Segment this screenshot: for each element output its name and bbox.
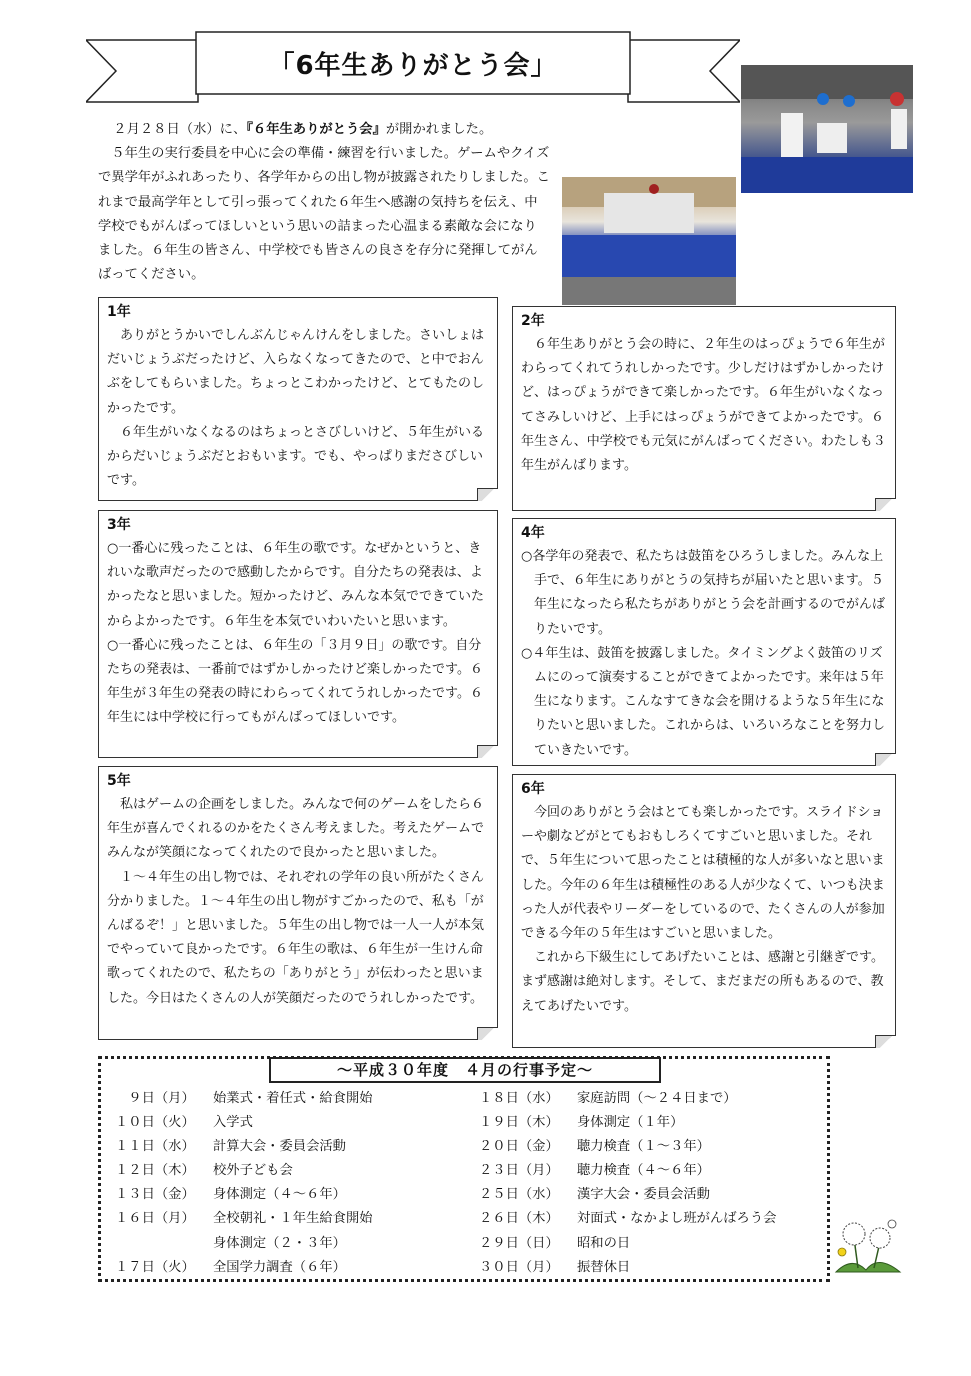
grade-text: 今回のありがとう会はとても楽しかったです。スライドショーや劇などがとてもおもしろくてすごいと思いました。それで、５年生について思ったことは積極的な人が多いなと思いました。今年の６年生は積極性のある人が少なくて、いつも決まった人が代表やリーダーをしているので、たくさんの人が参加できる今年の５年生はすごいと思いました。: [521, 805, 885, 942]
schedule-row: １１日（水） 計算大会・委員会活動: [115, 1139, 346, 1155]
grade-5-box: [98, 766, 498, 1040]
title-banner: [86, 30, 740, 106]
dandelion-illustration-icon: [832, 1216, 904, 1276]
grade-text: ○各学年の発表で、私たちは鼓笛をひろうしました。みんな上手で、６年生にありがとうの気持ちが届いたと思います。５年生になったら私たちがありがとう会を計画するのでがんばりたいです。: [521, 549, 886, 637]
photo-illustration: [562, 177, 736, 305]
schedule-row: １６日（月） 全校朝礼・１年生給食開始: [115, 1211, 373, 1227]
schedule-row: １０日（火） 入学式: [115, 1115, 253, 1131]
grade-text: 私はゲームの企画をしました。みんなで何のゲームをしたら６年生が喜んでくれるのかをたくさん考えました。考えたゲームでみんなが笑顔になってくれたので良かったと思いました。: [107, 797, 485, 861]
april-schedule: [98, 1056, 830, 1282]
schedule-row: ３０日（月） 振替休日: [479, 1259, 631, 1275]
schedule-column-right: [479, 1087, 819, 1280]
grade-text: これから下級生にしてあげたいことは、感謝と引継ぎです。まず感謝は絶対します。そして、まだまだの所もあるので、教えてあげたいです。: [521, 950, 884, 1014]
intro-text: [98, 118, 550, 287]
grade-heading: 5年: [107, 773, 131, 789]
grade-heading: 6年: [521, 781, 545, 797]
grade-text: ６年生がいなくなるのはちょっとさびしいけど、５年生がいるからだいじょうぶだとおもいます。でも、やっぱりまださびしいです。: [107, 424, 485, 489]
grade-text: ○一番心に残ったことは、６年生の「３月９日」の歌です。自分たちの発表は、一番前ではずかしかったけど楽しかったです。６年生が３年生の発表の時にわらってくれてうれしかったです。６年生には中学校に行ってもがんばってほしいです。: [107, 637, 483, 726]
schedule-row: １３日（金） 身体測定（４～６年）: [115, 1187, 346, 1203]
grade-heading: 3年: [107, 517, 131, 533]
event-photo-stage: [562, 177, 736, 305]
event-photo-gym: [741, 65, 913, 193]
grade-heading: 4年: [521, 525, 545, 541]
photo-illustration: [741, 65, 913, 193]
intro-body: ５年生の実行委員を中心に会の準備・練習を行いました。ゲームやクイズで異学年がふれあったり、各学年からの出し物が披露されたりしました。これまで最高学年として引っ張ってくれた６年生へ感謝の気持ちを伝え、中学校でもがんばってほしいという思いの詰まった心温まる素敵な会になりました。６年生の皆さん、中学校でも皆さんの良さを存分に発揮してがんばってください。: [98, 146, 550, 283]
grade-6-box: [512, 774, 896, 1048]
schedule-row: ９日（月） 始業式・着任式・給食開始: [115, 1091, 373, 1106]
intro-lead: ２月２８日（水）に、『６年生ありがとう会』が開かれました。: [113, 122, 493, 137]
schedule-row: １２日（木） 校外子ども会: [115, 1163, 293, 1179]
schedule-row: １９日（木） 身体測定（１年）: [479, 1115, 684, 1131]
grade-text: ありがとうかいでしんぶんじゃんけんをしました。さいしょはだいじょうぶだったけど、入らなくなってきたので、と中でおんぶをしてもらいました。ちょっとこわかったけど、とてもたのしかったです。: [107, 328, 485, 416]
grade-1-box: [98, 297, 498, 501]
schedule-title: ～平成３０年度 ４月の行事予定～: [269, 1057, 661, 1083]
grade-heading: 1年: [107, 304, 131, 320]
schedule-row: １７日（火） 全国学力調査（６年）: [115, 1259, 346, 1275]
page-title: 「6年生ありがとう会」: [268, 51, 558, 81]
grade-text: ○一番心に残ったことは、６年生の歌です。なぜかというと、きれいな歌声だったので感動したからです。自分たちの発表は、よかったなと思いました。短かったけど、みんな本気でできていたからよかったです。６年生を本気でいわいたいと思います。: [107, 541, 485, 629]
grade-text: １～４年生の出し物では、それぞれの学年の良い所がたくさん分かりました。１～４年生の出し物がすごかったので、私も「がんばるぞ！」と思いました。５年生の出し物では一人一人が本気でやっていて良かったです。６年生の歌は、６年生が一生けん命歌ってくれたので、私たちの「ありがとう」が伝わったと思いました。今日はたくさんの人が笑顔だったのでうれしかったです。: [107, 869, 485, 1006]
grade-3-box: [98, 510, 498, 758]
schedule-row: １８日（水） 家庭訪問（～２４日まで）: [479, 1091, 737, 1106]
schedule-row: ２３日（月） 聴力検査（４～６年）: [479, 1163, 710, 1179]
schedule-row: 身体測定（２・３年）: [213, 1235, 346, 1251]
schedule-row: ２９日（日） 昭和の日: [479, 1235, 631, 1251]
schedule-column-left: [115, 1087, 465, 1280]
grade-heading: 2年: [521, 313, 545, 329]
schedule-row: ２６日（木） 対面式・なかよし班がんばろう会: [479, 1211, 777, 1227]
event-name: 『６年生ありがとう会』: [246, 122, 386, 137]
schedule-row: ２０日（金） 聴力検査（１～３年）: [479, 1139, 710, 1155]
grade-2-box: [512, 306, 896, 511]
grade-text: ○４年生は、鼓笛を披露しました。タイミングよく鼓笛のリズムにのって演奏することができてよかったです。来年は５年生になります。こんなすてきな会を開けるような５年生になりたいと思いました。これからは、いろいろなことを努力していきたいです。: [521, 645, 886, 758]
grade-text: ６年生ありがとう会の時に、２年生のはっぴょうで６年生がわらってくれてうれしかったです。少しだけはずかしかったけど、はっぴょうができて楽しかったです。６年生がいなくなってさみしいけど、上手にはっぴょうができてよかったです。６年生さん、中学校でも元気にがんばってください。わたしも３年生がんばります。: [521, 337, 886, 474]
schedule-row: ２５日（水） 漢字大会・委員会活動: [479, 1187, 710, 1203]
grade-4-box: [512, 518, 896, 766]
